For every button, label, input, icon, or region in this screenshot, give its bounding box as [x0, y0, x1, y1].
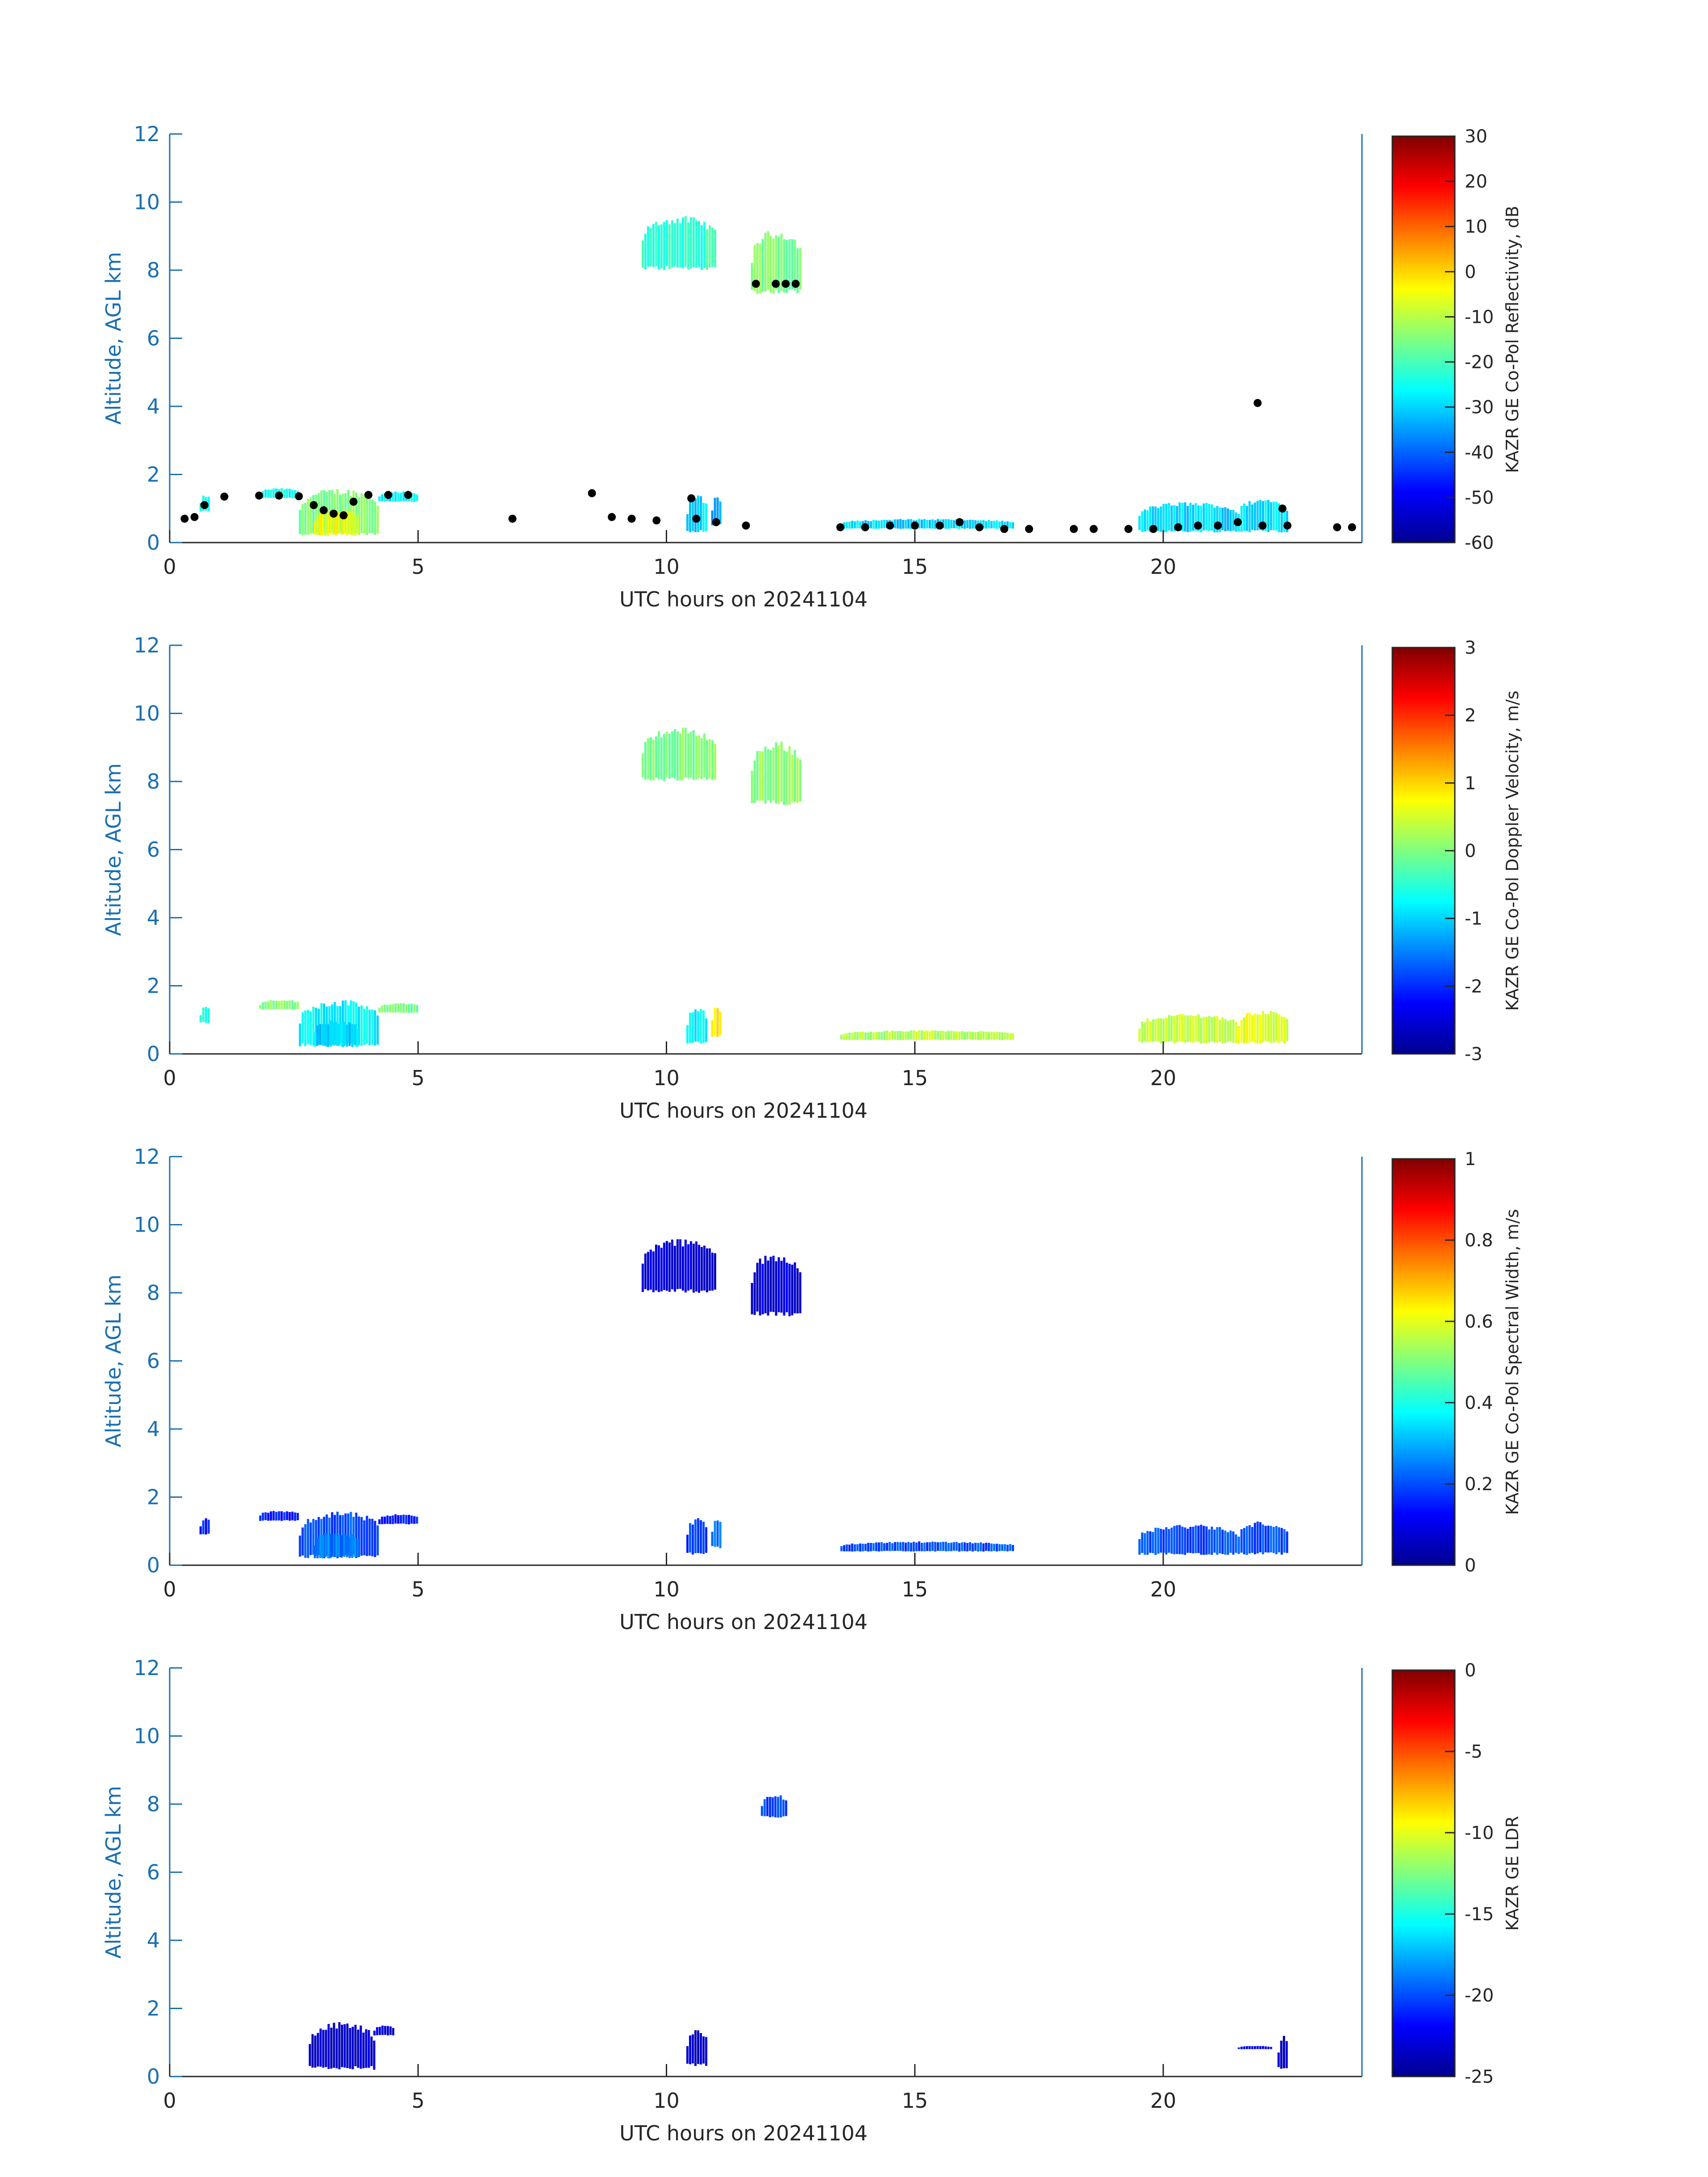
- cloud-region-8: [686, 1009, 707, 1044]
- x-tick-label: 10: [653, 1577, 680, 1601]
- y-tick-label: 0: [146, 1042, 160, 1066]
- cloud-base-point-50: [1333, 523, 1341, 531]
- cloud-region-1: [200, 1518, 210, 1534]
- colorbar-tick-label: -60: [1465, 533, 1494, 553]
- cloud-base-point-31: [886, 522, 894, 530]
- cloud-base-point-1: [180, 515, 188, 523]
- colorbar-tick-label: -10: [1465, 1823, 1494, 1843]
- colorbar-gradient: [1392, 136, 1455, 543]
- colorbar-tick-label: 0.2: [1465, 1474, 1493, 1495]
- cloud-region-6: [1278, 2036, 1288, 2069]
- cloud-region-6: [642, 1239, 716, 1293]
- colorbar-tick-label: -40: [1465, 442, 1494, 463]
- panel-3: [101, 1145, 1522, 1634]
- cloud-base-point-40: [1124, 525, 1132, 533]
- x-tick-label: 20: [1150, 555, 1177, 579]
- colorbar-tick-label: 1: [1465, 773, 1476, 794]
- x-tick-label: 5: [411, 2089, 425, 2113]
- cloud-base-point-14: [384, 491, 393, 499]
- cloud-region-9: [711, 1521, 722, 1548]
- colorbar-gradient: [1392, 1159, 1455, 1565]
- colorbar-tick-label: -15: [1465, 1904, 1494, 1925]
- cloud-base-point-24: [742, 522, 750, 530]
- y-tick-label: 2: [146, 462, 160, 487]
- y-axis-title: Altitude, AGL km: [101, 1785, 125, 1959]
- y-axis-title: Altitude, AGL km: [101, 763, 125, 936]
- cloud-base-point-9: [320, 506, 328, 514]
- cloud-base-point-33: [935, 522, 944, 530]
- cloud-region-3: [686, 2030, 707, 2066]
- cloud-region-10: [840, 1542, 1014, 1552]
- cloud-region-1: [309, 2022, 376, 2070]
- cloud-base-point-39: [1090, 525, 1098, 533]
- x-tick-label: 10: [653, 2089, 680, 2113]
- x-tick-label: 0: [163, 1066, 176, 1090]
- colorbar-tick-label: 2: [1465, 705, 1476, 726]
- y-tick-label: 10: [134, 1212, 160, 1237]
- x-tick-label: 0: [163, 2089, 176, 2113]
- panel-1: [101, 122, 1522, 611]
- y-axis-title: Altitude, AGL km: [101, 251, 125, 425]
- x-tick-label: 15: [902, 1066, 928, 1090]
- cloud-region-1: [200, 1007, 210, 1023]
- colorbar: [1392, 1149, 1522, 1576]
- cloud-base-point-43: [1194, 522, 1202, 530]
- cloud-region-9: [711, 1008, 722, 1037]
- y-tick-label: 12: [134, 1145, 160, 1169]
- y-tick-label: 10: [134, 1724, 160, 1748]
- y-tick-label: 6: [146, 326, 160, 351]
- cloud-base-point-6: [275, 492, 283, 500]
- y-tick-label: 0: [146, 1553, 160, 1577]
- x-axis-title: UTC hours on 20241104: [619, 1610, 868, 1634]
- x-axis-title: UTC hours on 20241104: [619, 2121, 868, 2145]
- colorbar-tick-label: -30: [1465, 397, 1494, 418]
- cloud-base-point-42: [1174, 523, 1182, 531]
- cloud-region-4: [314, 1020, 359, 1047]
- cloud-base-point-36: [1000, 525, 1008, 533]
- cloud-base-point-51: [1348, 523, 1356, 531]
- cloud-base-point-25: [752, 280, 760, 288]
- cloud-base-point-49: [1283, 522, 1291, 530]
- cloud-base-point-46: [1253, 399, 1261, 407]
- cloud-region-11: [1138, 1014, 1240, 1044]
- colorbar-tick-label: 0.8: [1465, 1230, 1493, 1251]
- colorbar-tick-label: -10: [1465, 307, 1494, 328]
- colorbar-tick-label: 0: [1465, 1660, 1476, 1681]
- cloud-base-point-47: [1259, 522, 1267, 530]
- cloud-base-point-16: [509, 515, 517, 523]
- colorbar-tick-label: -25: [1465, 2067, 1494, 2087]
- y-tick-label: 4: [146, 1417, 160, 1441]
- cloud-base-point-27: [782, 280, 790, 288]
- cloud-region-4: [761, 1795, 787, 1818]
- cloud-region-8: [686, 1518, 707, 1555]
- cloud-region-12: [1238, 1521, 1288, 1555]
- cloud-base-point-34: [956, 518, 964, 526]
- y-tick-label: 10: [134, 701, 160, 726]
- cloud-base-point-5: [255, 492, 263, 500]
- x-tick-label: 15: [902, 1577, 928, 1601]
- cloud-base-point-37: [1025, 525, 1033, 533]
- cloud-echoes: [200, 1239, 1288, 1559]
- cloud-base-point-22: [692, 515, 700, 523]
- colorbar-label: KAZR GE Co-Pol Reflectivity, dB: [1503, 205, 1522, 473]
- cloud-base-point-8: [310, 501, 318, 509]
- cloud-region-11: [1138, 1525, 1240, 1555]
- colorbar-tick-label: -5: [1465, 1742, 1482, 1762]
- colorbar-tick-label: 3: [1465, 638, 1476, 658]
- x-tick-label: 0: [163, 555, 176, 579]
- cloud-base-point-11: [339, 511, 347, 519]
- cloud-region-7: [751, 1256, 802, 1316]
- cloud-base-point-19: [628, 515, 636, 523]
- y-tick-label: 4: [146, 394, 160, 418]
- cloud-base-point-2: [191, 513, 199, 521]
- cloud-base-point-44: [1214, 522, 1222, 530]
- colorbar-tick-label: 0: [1465, 1555, 1476, 1576]
- colorbar-tick-label: 0.6: [1465, 1312, 1493, 1332]
- colorbar-tick-label: -2: [1465, 976, 1482, 997]
- x-tick-label: 20: [1150, 2089, 1177, 2113]
- cloud-base-point-45: [1234, 518, 1242, 526]
- colorbar-tick-label: 20: [1465, 171, 1487, 192]
- x-tick-label: 5: [411, 555, 425, 579]
- y-tick-label: 8: [146, 258, 160, 282]
- cloud-base-point-18: [608, 513, 616, 521]
- y-tick-label: 4: [146, 906, 160, 930]
- y-tick-label: 0: [146, 531, 160, 555]
- cloud-base-point-26: [772, 280, 780, 288]
- colorbar: [1392, 638, 1522, 1065]
- cloud-base-point-4: [220, 493, 228, 501]
- cloud-base-point-3: [200, 501, 209, 509]
- colorbar-tick-label: -3: [1465, 1044, 1482, 1065]
- x-tick-label: 5: [411, 1066, 425, 1090]
- x-tick-label: 10: [653, 555, 680, 579]
- cloud-base-point-41: [1149, 525, 1157, 533]
- cloud-base-point-38: [1070, 525, 1078, 533]
- cloud-region-5: [378, 1514, 418, 1525]
- y-tick-label: 12: [134, 122, 160, 146]
- x-tick-label: 15: [902, 2089, 928, 2113]
- x-axis-title: UTC hours on 20241104: [619, 1099, 868, 1123]
- colorbar-label: KAZR GE Co-Pol Spectral Width, m/s: [1503, 1209, 1522, 1515]
- y-tick-label: 2: [146, 1996, 160, 2021]
- y-tick-label: 2: [146, 974, 160, 998]
- x-tick-label: 10: [653, 1066, 680, 1090]
- colorbar-label: KAZR GE Co-Pol Doppler Velocity, m/s: [1503, 690, 1522, 1011]
- cloud-region-5: [1238, 2046, 1272, 2049]
- colorbar-tick-label: 0: [1465, 841, 1476, 861]
- cloud-base-point-29: [836, 523, 844, 531]
- cloud-base-point-13: [364, 491, 372, 499]
- cloud-region-2: [259, 1511, 299, 1521]
- colorbar-tick-label: -20: [1465, 352, 1494, 373]
- colorbar: [1392, 126, 1522, 553]
- colorbar-tick-label: -1: [1465, 908, 1482, 929]
- y-tick-label: 4: [146, 1928, 160, 1952]
- colorbar-gradient: [1392, 1670, 1455, 2077]
- cloud-base-point-28: [792, 280, 800, 288]
- cloud-base-point-7: [295, 492, 303, 500]
- colorbar-tick-label: 0: [1465, 262, 1476, 283]
- colorbar-tick-label: 1: [1465, 1149, 1476, 1170]
- cloud-region-5: [378, 492, 418, 502]
- cloud-region-2: [259, 1000, 299, 1010]
- cloud-echoes: [200, 727, 1288, 1047]
- cloud-region-7: [751, 742, 802, 805]
- cloud-base-point-15: [404, 491, 412, 499]
- y-tick-label: 12: [134, 1656, 160, 1680]
- cloud-base-point-17: [588, 489, 596, 497]
- y-tick-label: 8: [146, 769, 160, 794]
- cloud-base-point-30: [861, 523, 869, 531]
- y-tick-label: 12: [134, 633, 160, 657]
- cloud-region-2: [373, 2026, 394, 2035]
- panel-2: [101, 633, 1522, 1123]
- cloud-region-6: [642, 216, 716, 270]
- y-tick-label: 8: [146, 1281, 160, 1305]
- cloud-echoes: [309, 1795, 1288, 2069]
- x-tick-label: 15: [902, 555, 928, 579]
- cloud-region-12: [1238, 1011, 1288, 1044]
- cloud-base-point-10: [330, 510, 338, 518]
- x-tick-label: 20: [1150, 1577, 1177, 1601]
- colorbar-label: KAZR GE LDR: [1503, 1816, 1522, 1931]
- y-tick-label: 10: [134, 190, 160, 214]
- x-tick-label: 20: [1150, 1066, 1177, 1090]
- cloud-base-point-23: [712, 518, 720, 526]
- y-tick-label: 6: [146, 1860, 160, 1885]
- y-tick-label: 0: [146, 2064, 160, 2089]
- colorbar-tick-label: 10: [1465, 217, 1487, 238]
- cloud-base-point-48: [1278, 505, 1286, 513]
- cloud-base-point-35: [975, 523, 983, 531]
- colorbar-tick-label: 30: [1465, 126, 1487, 147]
- x-tick-label: 0: [163, 1577, 176, 1601]
- y-tick-label: 2: [146, 1485, 160, 1509]
- colorbar: [1392, 1660, 1522, 2087]
- y-tick-label: 6: [146, 837, 160, 862]
- cloud-region-5: [378, 1003, 418, 1013]
- cloud-base-point-21: [687, 494, 695, 502]
- y-tick-label: 8: [146, 1792, 160, 1816]
- x-tick-label: 5: [411, 1577, 425, 1601]
- colorbar-tick-label: 0.4: [1465, 1393, 1493, 1413]
- colorbar-tick-label: -50: [1465, 487, 1494, 508]
- colorbar-tick-label: -20: [1465, 1985, 1494, 2006]
- x-axis-title: UTC hours on 20241104: [619, 587, 868, 611]
- cloud-region-6: [642, 727, 716, 781]
- cloud-base-point-20: [652, 516, 660, 524]
- cloud-base-point-12: [350, 498, 358, 506]
- y-tick-label: 6: [146, 1349, 160, 1373]
- cloud-region-4: [314, 1533, 359, 1559]
- panel-4: [101, 1656, 1522, 2145]
- cloud-echoes: [200, 216, 1288, 536]
- y-axis-title: Altitude, AGL km: [101, 1274, 125, 1448]
- cloud-base-point-32: [911, 522, 919, 530]
- cloud-region-10: [840, 1030, 1014, 1040]
